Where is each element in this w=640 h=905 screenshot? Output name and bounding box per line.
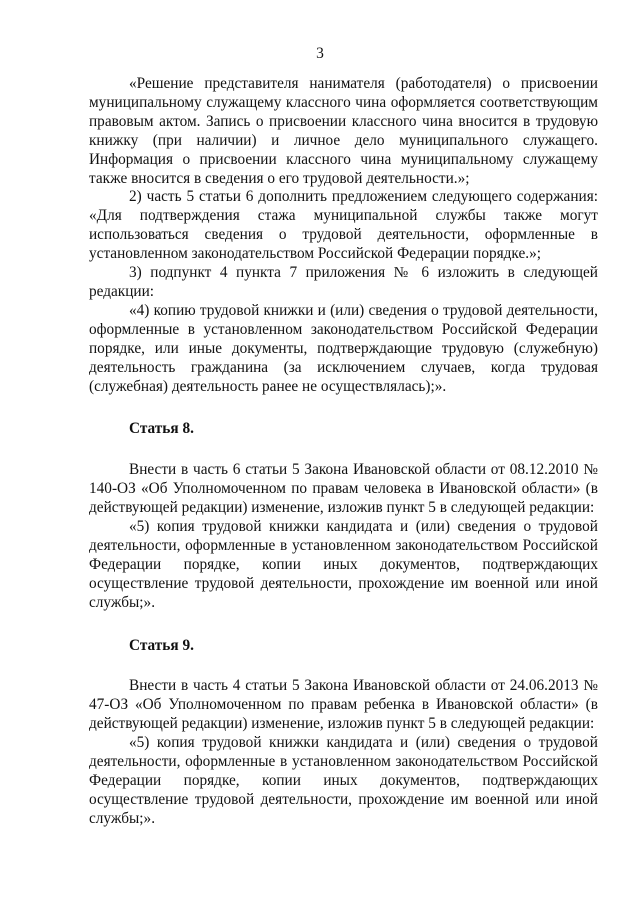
article-8-point5: «5) копия трудовой книжки кандидата и (или) сведения о трудовой деятельности, оформленные в установленном законодательством Российской Федерации порядке, копии иных документов, подтверждающих осуществление трудовой деятельности, прохождение им военной или иной службы;». bbox=[89, 518, 598, 611]
paragraph-amendment-subpoint4: 3) подпункт 4 пункта 7 приложения № 6 изложить в следующей редакции: bbox=[89, 264, 598, 300]
article-9-point5: «5) копия трудовой книжки кандидата и (или) сведения о трудовой деятельности, оформленные в установленном законодательством Российской Федерации порядке, копии иных документов, подтверждающих осуществление трудовой деятельности, прохождение им военной или иной службы;». bbox=[89, 734, 598, 827]
page-number: 3 bbox=[316, 45, 324, 62]
article-8-intro: Внести в часть 6 статьи 5 Закона Ивановской области от 08.12.2010 № 140-ОЗ «Об Уполномоченном по правам человека в Ивановской области» (в действующей редакции) изменение, изложив пункт 5 в следующей редакции: bbox=[89, 461, 598, 517]
article-8-heading: Статья 8. bbox=[129, 420, 194, 438]
paragraph-classification-rank-decision: «Решение представителя нанимателя (работодателя) о присвоении муниципальному служащему классного чина оформляется соответствующим правовым актом. Запись о присвоении классного чина вносится в трудовую книжку (при наличии) и личное дело муниципального служащего. Информация о присвоении классного чина муниципальному служащему также вносится в сведения о его трудовой деятельности.»; bbox=[89, 75, 598, 187]
article-9-intro: Внести в часть 4 статьи 5 Закона Ивановской области от 24.06.2013 № 47-ОЗ «Об Уполномоченном по правам ребенка в Ивановской области» (в действующей редакции) изменение, изложив пункт 5 в следующей редакции: bbox=[89, 677, 598, 733]
document-body bbox=[89, 75, 598, 829]
paragraph-amendment-part5-article6: 2) часть 5 статьи 6 дополнить предложением следующего содержания: «Для подтверждения стажа муниципальной службы также могут использоваться сведения о трудовой деятельности, оформленные в установленном законодательством Российской Федерации порядке.»; bbox=[89, 188, 598, 263]
article-9-heading: Статья 9. bbox=[129, 636, 194, 654]
paragraph-subpoint4-text: «4) копию трудовой книжки и (или) сведения о трудовой деятельности, оформленные в установленном законодательством Российской Федерации порядке, или иные документы, подтверждающие трудовую (служебную) деятельность гражданина (за исключением случаев, когда трудовая (служебная) деятельность ранее не осуществлялась);». bbox=[89, 301, 598, 395]
